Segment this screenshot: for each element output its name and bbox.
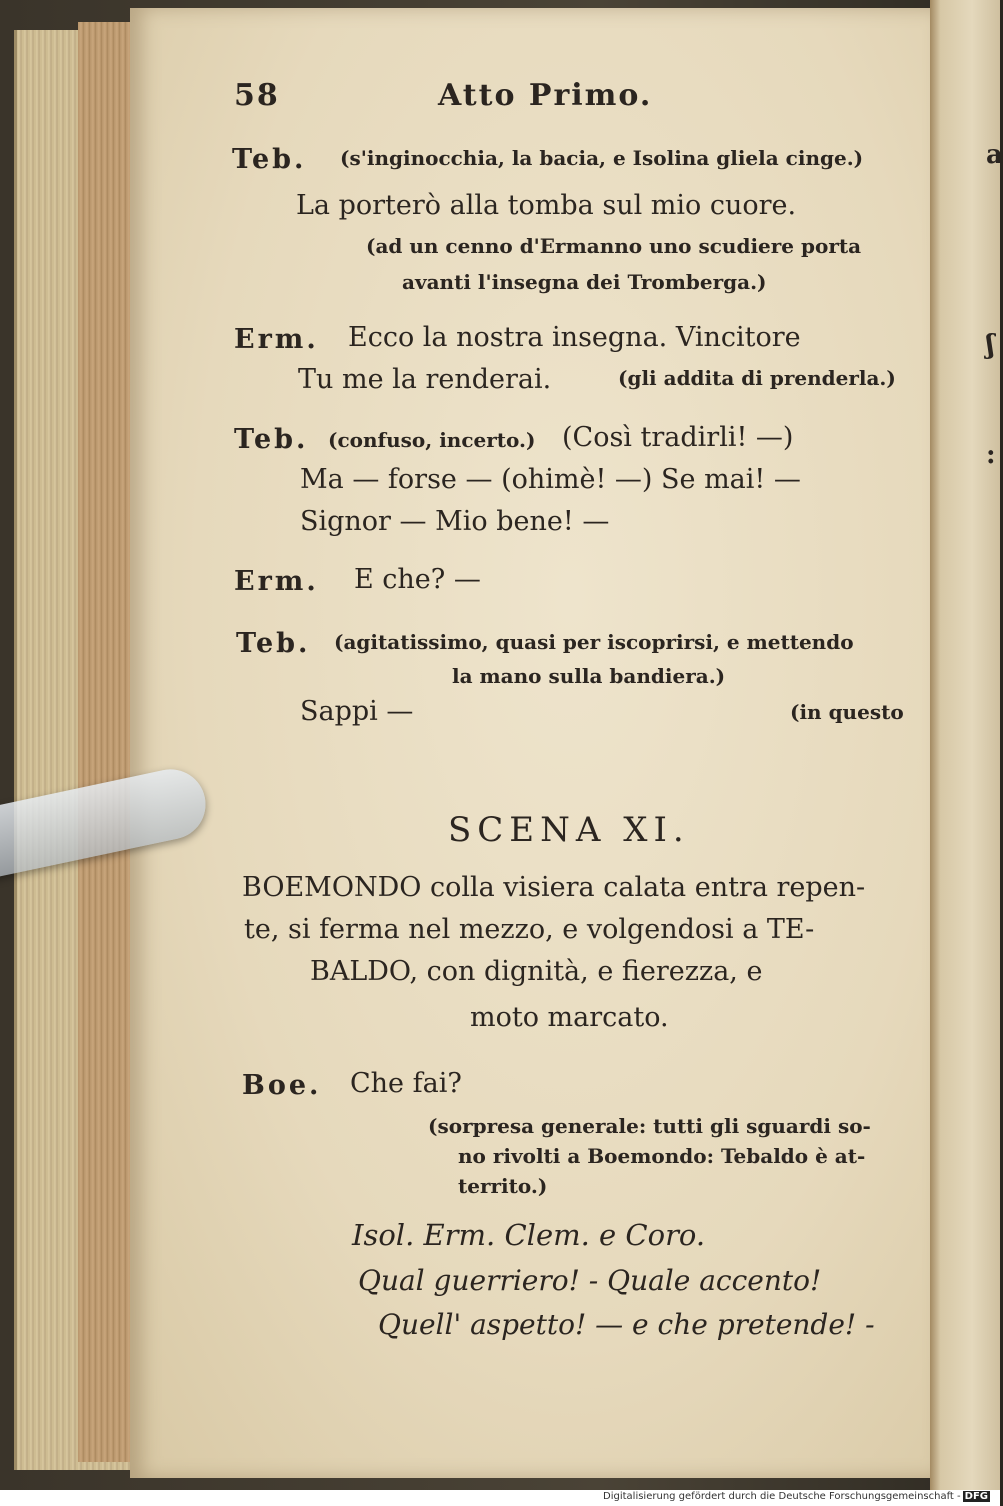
verse-line: Signor — Mio bene! — <box>300 506 610 537</box>
book-fore-edge <box>78 22 138 1462</box>
scene-description-line: moto marcato. <box>470 1002 669 1033</box>
stage-direction: (in questo <box>790 700 904 724</box>
stage-direction: (s'inginocchia, la bacia, e Isolina gliela cinge.) <box>340 146 864 170</box>
facing-page-edge <box>930 0 1000 1490</box>
scene-description-line: te, si ferma nel mezzo, e volgendosi a TE- <box>244 914 815 945</box>
verse-line: Ma — forse — (ohimè! —) Se mai! — <box>300 464 801 495</box>
stage-direction: la mano sulla bandiera.) <box>452 664 726 688</box>
facing-page-glyph: : <box>986 440 996 470</box>
verse-line: La porterò alla tomba sul mio cuore. <box>296 190 797 221</box>
verse-line: (Così tradirli! —) <box>562 422 794 453</box>
stage-direction: (gli addita di prenderla.) <box>618 366 896 390</box>
verse-line: Che fai? <box>350 1068 462 1099</box>
speaker-label: Teb. <box>234 424 309 455</box>
facing-page-glyph: a <box>986 140 1003 170</box>
chorus-speakers: Isol. Erm. Clem. e Coro. <box>352 1218 706 1252</box>
book-page <box>130 8 930 1478</box>
stage-direction: (agitatissimo, quasi per iscoprirsi, e mettendo <box>334 630 854 654</box>
verse-line: E che? — <box>354 564 481 595</box>
scene-description-line: BALDO, con dignità, e fierezza, e <box>310 956 763 987</box>
speaker-label: Teb. <box>232 144 307 175</box>
verse-line: Tu me la renderai. <box>298 364 552 395</box>
stage-direction: (confuso, incerto.) <box>328 428 536 452</box>
dfg-logo: DFG <box>964 1491 988 1502</box>
act-title: Atto Primo. <box>438 78 653 113</box>
footer-credit: Digitalisierung gefördert durch die Deutsche Forschungsgemeinschaft - DFG <box>603 1491 988 1502</box>
speaker-label: Teb. <box>236 628 311 659</box>
stage-direction: (sorpresa generale: tutti gli sguardi so- <box>428 1114 871 1138</box>
speaker-label: Erm. <box>234 324 319 355</box>
verse-line: Sappi — <box>300 696 414 727</box>
stage-direction: avanti l'insegna dei Tromberga.) <box>402 270 767 294</box>
page-number: 58 <box>234 78 280 113</box>
stage-direction: no rivolti a Boemondo: Tebaldo è at- <box>458 1144 866 1168</box>
verse-line: Qual guerriero! - Quale accento! <box>358 1264 822 1297</box>
speaker-label: Erm. <box>234 566 319 597</box>
scene-description-line: BOEMONDO colla visiera calata entra repen- <box>242 872 866 903</box>
verse-line: Ecco la nostra insegna. Vincitore <box>348 322 801 353</box>
speaker-label: Boe. <box>242 1070 322 1101</box>
facing-page-glyph: ʃ <box>986 330 995 360</box>
scene-heading: SCENA XI. <box>448 810 690 850</box>
verse-line: Quell' aspetto! — e che pretende! - <box>378 1308 875 1341</box>
stage-direction: territo.) <box>458 1174 548 1198</box>
stage-direction: (ad un cenno d'Ermanno uno scudiere porta <box>366 234 862 258</box>
